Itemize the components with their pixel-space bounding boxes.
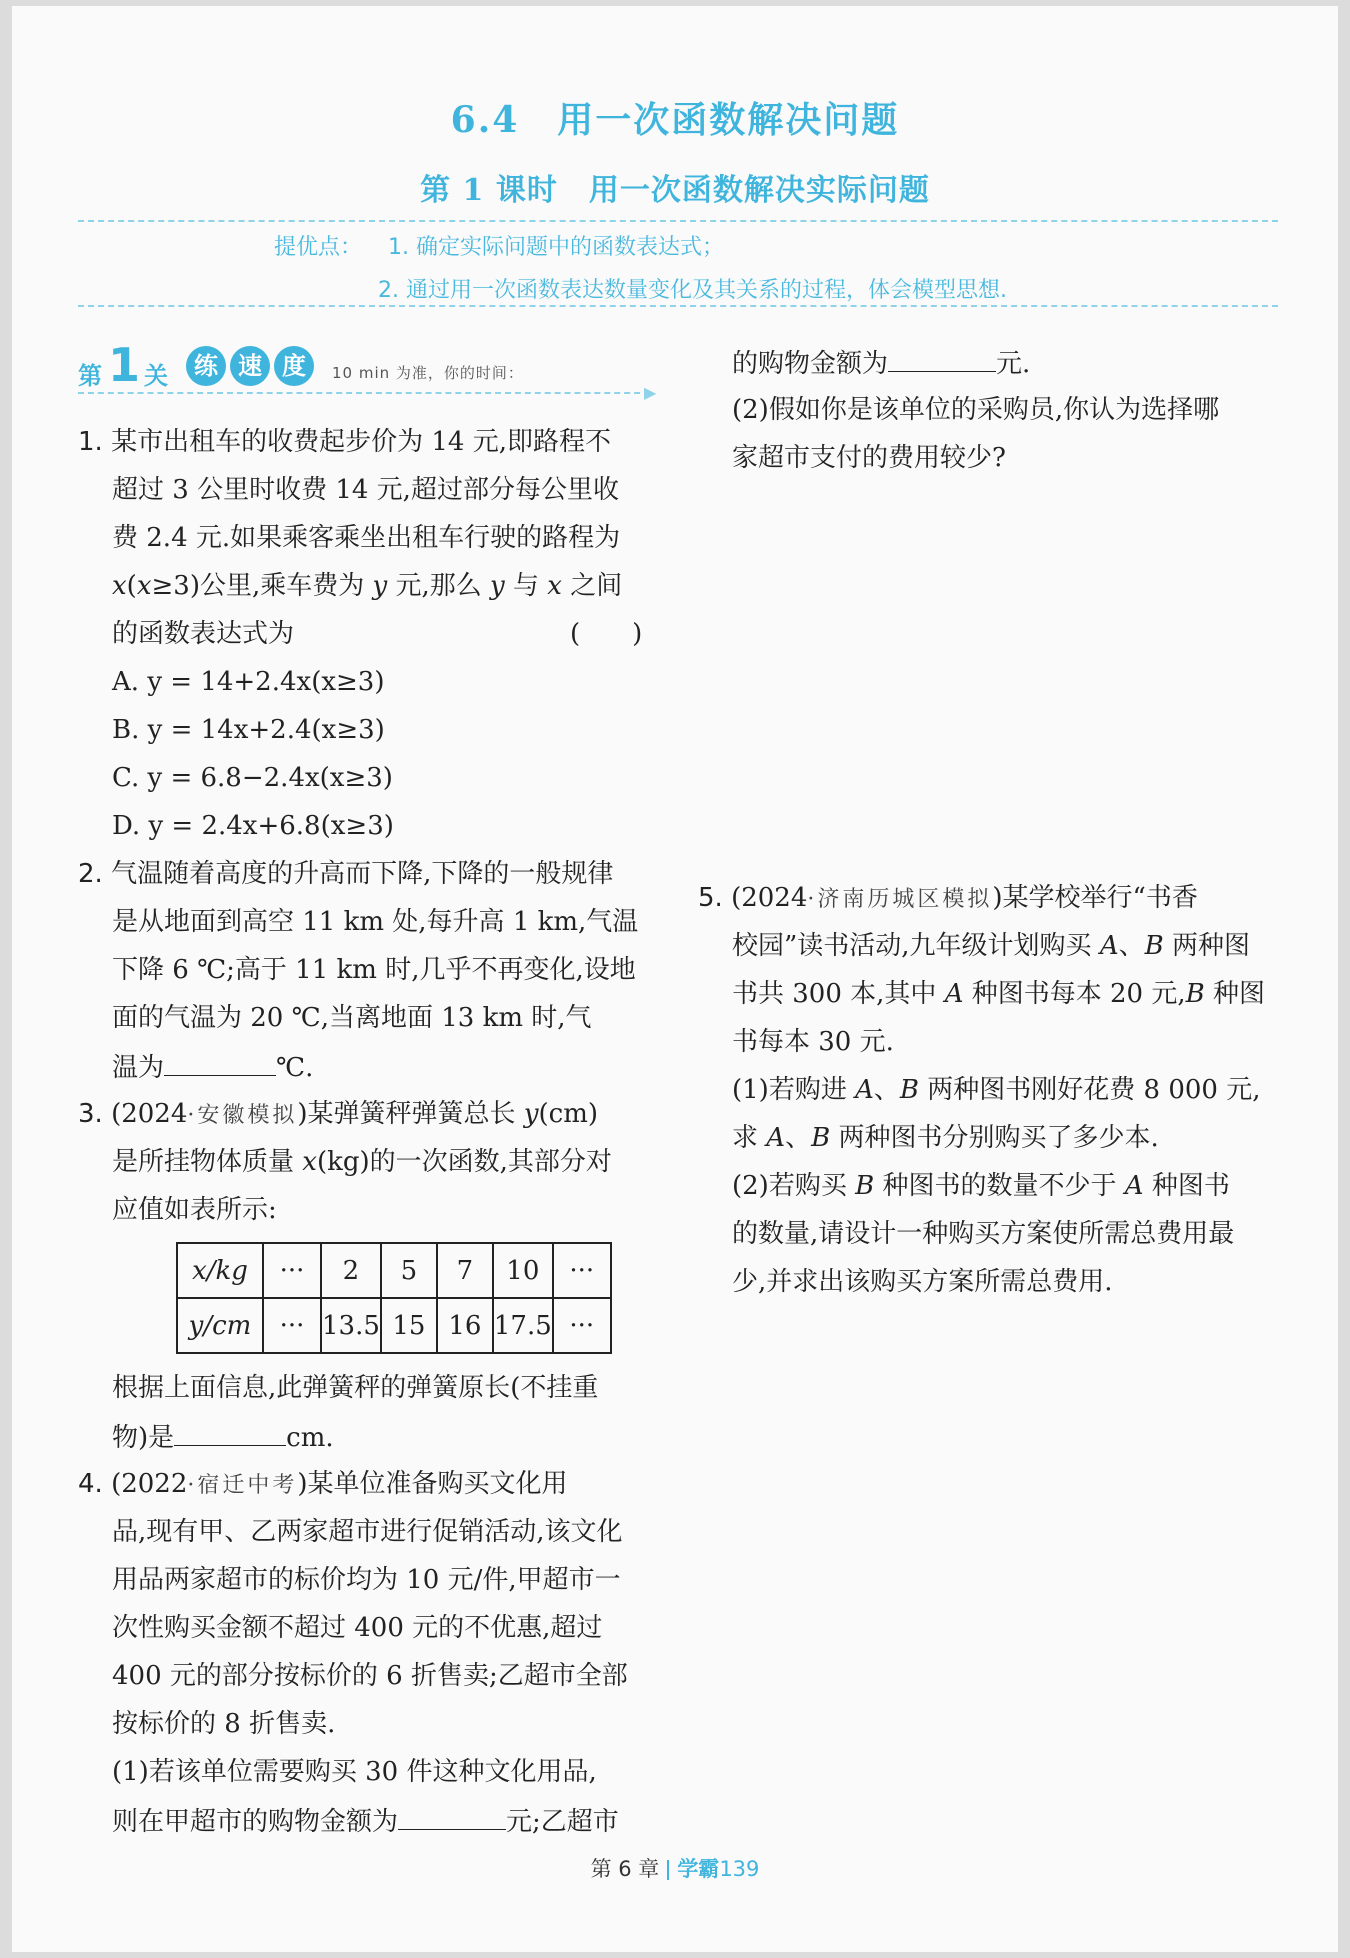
q5-line-5 [732,1075,1261,1105]
table-cell: 17.5 [493,1298,553,1353]
page-footer [0,1853,1350,1883]
stage-guan: 关 [144,361,168,390]
q3-line-5 [112,1421,334,1453]
q5-text-7c: 种图书的数量不少于 [882,1171,1117,1201]
q3-text-1e: (cm) [538,1099,599,1129]
q2-line-4: 面的气温为 20 ℃,当离地面 13 km 时,气 [112,1003,592,1033]
table-row [177,1298,611,1353]
q4-line-6: 按标价的 8 折售卖. [112,1709,336,1739]
q2-text-5a: 温为 [112,1053,165,1083]
q5-text-1: )某学校举行“书香 [992,883,1198,913]
q5-text-2e: 两种图 [1172,931,1251,961]
q1-line-5: 的函数表达式为 [112,619,295,649]
q3-source: ·安徽模拟 [187,1103,298,1128]
var-x: x [112,571,127,601]
q3-line-1 [78,1099,598,1131]
q2-text-5b: ℃. [276,1053,314,1083]
q5-text-7e: 种图书 [1151,1171,1230,1201]
var-b: B [1185,979,1205,1009]
tips-item-1: 1. 确定实际问题中的函数表达式； [388,235,724,260]
table-cell: 10 [493,1243,553,1298]
tips-item-2: 2. 通过用一次函数表达数量变化及其关系的过程，体会模型思想. [378,278,1007,303]
table-cell: ··· [553,1298,611,1353]
stage-number: 1 [108,338,141,392]
table-cell: 2 [321,1243,381,1298]
q5-line-1 [698,883,1198,915]
q1-line-4 [112,571,622,601]
table-cell: 15 [381,1298,437,1353]
option-label: C. [112,763,140,793]
q5-line-7 [732,1171,1230,1201]
q5-line-8: 的数量,请设计一种购买方案使所需总费用最 [732,1219,1235,1249]
table-row [177,1243,611,1298]
q5-source: ·济南历城区模拟 [807,887,993,912]
q1-text-4d: 之间 [570,571,623,601]
q3-text-5b: cm. [286,1423,334,1453]
q4-line-4: 次性购买金额不超过 400 元的不优惠,超过 [112,1613,603,1643]
q2-line-5 [112,1051,313,1083]
footer-separator [667,1860,669,1880]
q2-number: 2. [78,859,103,889]
q1-paren-open: ( [126,571,137,601]
table-cell: 13.5 [321,1298,381,1353]
q3-year: (2024 [111,1099,188,1129]
table-cell: ··· [263,1243,321,1298]
q4-line-7: (1)若该单位需要购买 30 件这种文化用品, [112,1757,597,1787]
stage-banner [78,338,658,402]
q1-text-4b: 元,那么 [395,571,482,601]
q1-option-d [112,811,394,841]
q1-text-1: 某市出租车的收费起步价为 14 元,即路程不 [111,427,611,457]
q5-line-2 [732,931,1250,961]
var-x: x [302,1147,317,1177]
q1-option-b [112,715,385,745]
q4-right-line-3: 家超市支付的费用较少? [732,443,1006,473]
q5-text-6e: 两种图书分别购买了多少本. [838,1123,1159,1153]
q5-text-3e: 种图 [1213,979,1266,1009]
q1-number: 1. [78,427,103,457]
q3-line-3: 应值如表所示: [112,1195,277,1225]
var-a: A [944,979,964,1009]
q1-text-4c: 与 [512,571,539,601]
table-header-cell: y/cm [177,1298,263,1353]
option-label: D. [112,811,141,841]
option-text: y = 14+2.4x(x≥3) [147,667,385,697]
q3-text-2a: 是所挂物体质量 [112,1147,295,1177]
q4-text-8b: 元;乙超市 [506,1807,619,1837]
var-b: B [811,1123,831,1153]
var-y: y [490,571,505,601]
table-cell: 7 [437,1243,493,1298]
q5-year: (2024 [731,883,808,913]
q5-text-5e: 两种图书刚好花费 8 000 元, [927,1075,1261,1105]
table-cell: ··· [553,1243,611,1298]
footer-chapter: 第 6 章 [590,1857,660,1881]
q4-text-r1b: 元. [996,349,1031,379]
value-table [176,1242,612,1354]
q5-sep: 、 [785,1123,812,1153]
q3-number: 3. [78,1099,103,1129]
q4-text-1: )某单位准备购买文化用 [297,1469,568,1499]
q5-line-6 [732,1123,1159,1153]
q3-line-2 [112,1147,612,1177]
q5-line-3 [732,979,1265,1009]
var-a: A [1124,1171,1144,1201]
table-header-cell: x/kg [177,1243,263,1298]
var-b: B [899,1075,920,1105]
q5-line-9: 少,并求出该购买方案所需总费用. [732,1267,1113,1297]
q1-line-3: 费 2.4 元.如果乘客乘坐出租车行驶的路程为 [112,523,621,553]
page-number: 139 [719,1857,760,1881]
var-b: B [1144,931,1164,961]
stage-char-1: 练 [186,346,226,386]
header-divider-bottom [78,305,1278,307]
q5-text-7a: (2)若购买 [732,1171,847,1201]
q1-text-4a: ≥3)公里,乘车费为 [151,571,365,601]
q4-number: 4. [78,1469,103,1499]
q1-option-c [112,763,393,793]
q5-number: 5. [698,883,723,913]
q4-right-line-1 [732,347,1030,379]
q4-line-2: 品,现有甲、乙两家超市进行促销活动,该文化 [112,1517,623,1547]
q4-text-r1a: 的购物金额为 [732,349,889,379]
q2-line-1 [78,859,613,889]
option-text: y = 2.4x+6.8(x≥3) [148,811,394,841]
q3-text-1: )某弹簧秤弹簧总长 [297,1099,516,1129]
q3-text-5a: 物)是 [112,1423,175,1453]
var-b: B [855,1171,875,1201]
q5-text-2a: 校园”读书活动,九年级计划购买 [732,931,1092,961]
var-a: A [1099,931,1119,961]
table-cell: 5 [381,1243,437,1298]
q5-text-6a: 求 [732,1123,759,1153]
header-divider-top [78,220,1278,222]
q4-source: ·宿迁中考 [187,1473,298,1498]
q2-answer-blank[interactable] [164,1051,276,1076]
stage-char-3: 度 [274,346,314,386]
option-label: A. [112,667,140,697]
var-y: y [372,571,388,601]
q4-line-1 [78,1469,568,1501]
arrow-right-icon: ▶ [644,383,657,402]
var-a: A [766,1123,786,1153]
var-x: x [547,571,562,601]
q2-line-2: 是从地面到高空 11 km 处,每升高 1 km,气温 [112,907,639,937]
q1-option-a [112,667,384,697]
q4-right-line-2: (2)假如你是该单位的采购员,你认为选择哪 [732,395,1220,425]
stage-di: 第 [78,361,102,390]
var-x: x [136,571,152,601]
stage-char-2: 速 [230,346,270,386]
q1-line-2: 超过 3 公里时收费 14 元,超过部分每公里收 [112,475,619,505]
option-text: y = 6.8−2.4x(x≥3) [147,763,393,793]
q5-line-4: 书每本 30 元. [732,1027,894,1057]
q5-text-5a: (1)若购进 [732,1075,847,1105]
section-title: 6.4 用一次函数解决问题 [450,99,900,141]
table-cell: 16 [437,1298,493,1353]
q1-line-1 [78,427,611,457]
stage-underline [78,392,650,394]
q3-line-4: 根据上面信息,此弹簧秤的弹簧原长(不挂重 [112,1373,599,1403]
table-cell: ··· [263,1298,321,1353]
option-text: y = 14x+2.4(x≥3) [147,715,385,745]
q4-answer-blank-2[interactable] [888,347,996,372]
var-a: A [855,1075,874,1105]
var-y: y [523,1099,539,1129]
lesson-title: 第 1 课时 用一次函数解决实际问题 [420,173,930,208]
tips-label: 提优点： [274,235,363,260]
q4-year: (2022 [111,1469,188,1499]
q4-answer-blank-1[interactable] [398,1805,506,1830]
q4-line-3: 用品两家超市的标价均为 10 元/件,甲超市一 [112,1565,621,1595]
time-note: 10 min 为准，你的时间： [332,364,524,382]
q4-line-5: 400 元的部分按标价的 6 折售卖;乙超市全部 [112,1661,628,1691]
footer-brand: 学霸 [677,1857,720,1881]
q4-text-8a: 则在甲超市的购物金额为 [112,1807,399,1837]
q5-text-3c: 种图书每本 20 元, [971,979,1186,1009]
q2-line-3: 下降 6 ℃;高于 11 km 时,几乎不再变化,设地 [112,955,636,985]
option-label: B. [112,715,140,745]
q5-sep: 、 [873,1075,900,1105]
q3-answer-blank[interactable] [174,1421,286,1446]
q5-sep: 、 [1118,931,1145,961]
q1-answer-paren[interactable]: ( ) [570,619,643,649]
q5-text-3a: 书共 300 本,其中 [732,979,937,1009]
q3-text-2c: (kg)的一次函数,其部分对 [316,1147,612,1177]
q2-text-1: 气温随着高度的升高而下降,下降的一般规律 [111,859,614,889]
q4-line-8 [112,1805,619,1837]
